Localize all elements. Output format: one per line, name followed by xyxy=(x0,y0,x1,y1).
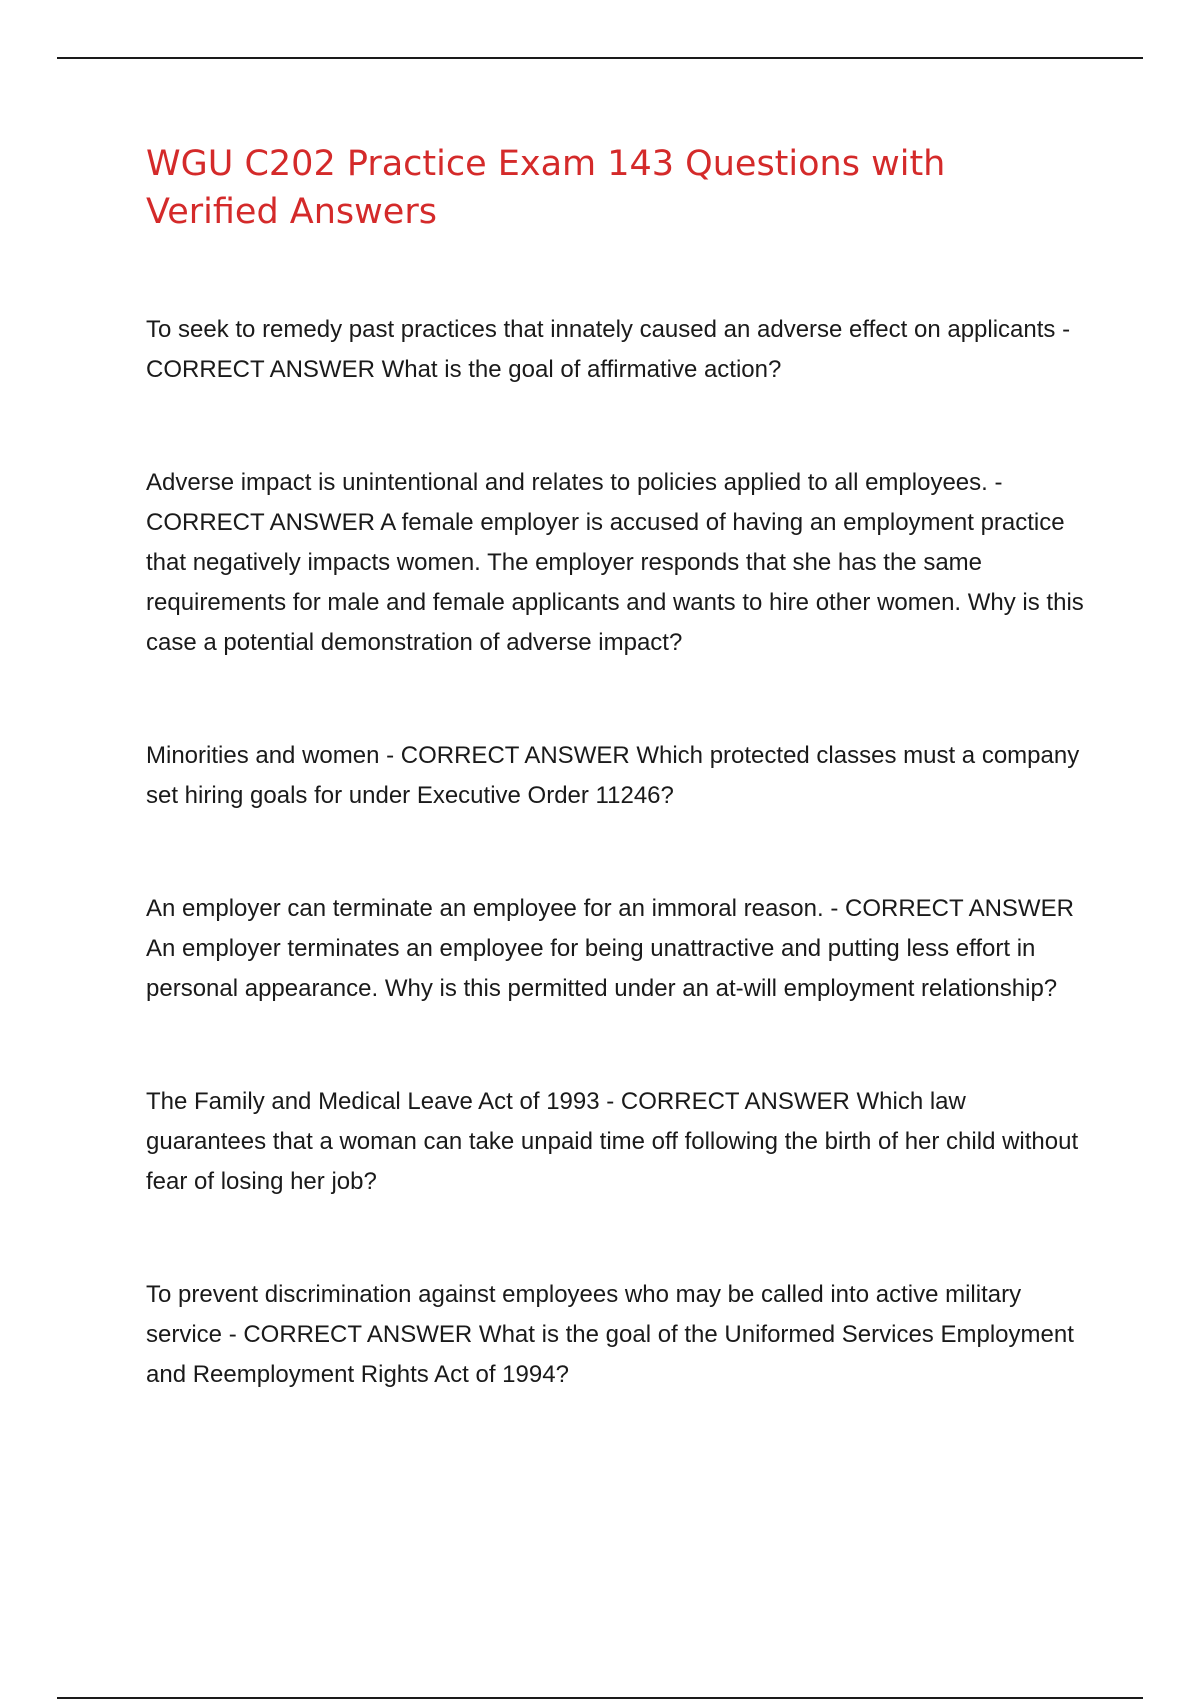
qa-item: An employer can terminate an employee for an immoral reason. - CORRECT ANSWER An employer terminates an employee for being unattractive and putting less effort in personal appearance. Why is this permitted under an at-will employment relationship? xyxy=(146,895,1074,1002)
qa-item: Adverse impact is unintentional and relates to policies applied to all employees. - CORRECT ANSWER A female employer is accused of having an employment practice that negatively impacts women. The employer responds that she has the same requirements for male and female applicants and wants to hire other women. Why is this case a potential demonstration of adverse impact? xyxy=(146,469,1084,656)
qa-item: Minorities and women - CORRECT ANSWER Which protected classes must a company set hiring goals for under Executive Order 11246? xyxy=(146,742,1080,809)
qa-list xyxy=(146,310,1086,1468)
qa-item: To seek to remedy past practices that innately caused an adverse effect on applicants - CORRECT ANSWER What is the goal of affirmative action? xyxy=(146,316,1071,383)
document-title: WGU C202 Practice Exam 143 Questions with Verified Answers xyxy=(146,144,946,232)
footer-rule xyxy=(57,1697,1143,1699)
qa-item: The Family and Medical Leave Act of 1993 - CORRECT ANSWER Which law guarantees that a woman can take unpaid time off following the birth of her child without fear of losing her job? xyxy=(146,1088,1079,1195)
qa-item: To prevent discrimination against employees who may be called into active military service - CORRECT ANSWER What is the goal of the Uniformed Services Employment and Reemployment Rights Act of 1994? xyxy=(146,1281,1074,1388)
header-rule xyxy=(57,57,1143,59)
